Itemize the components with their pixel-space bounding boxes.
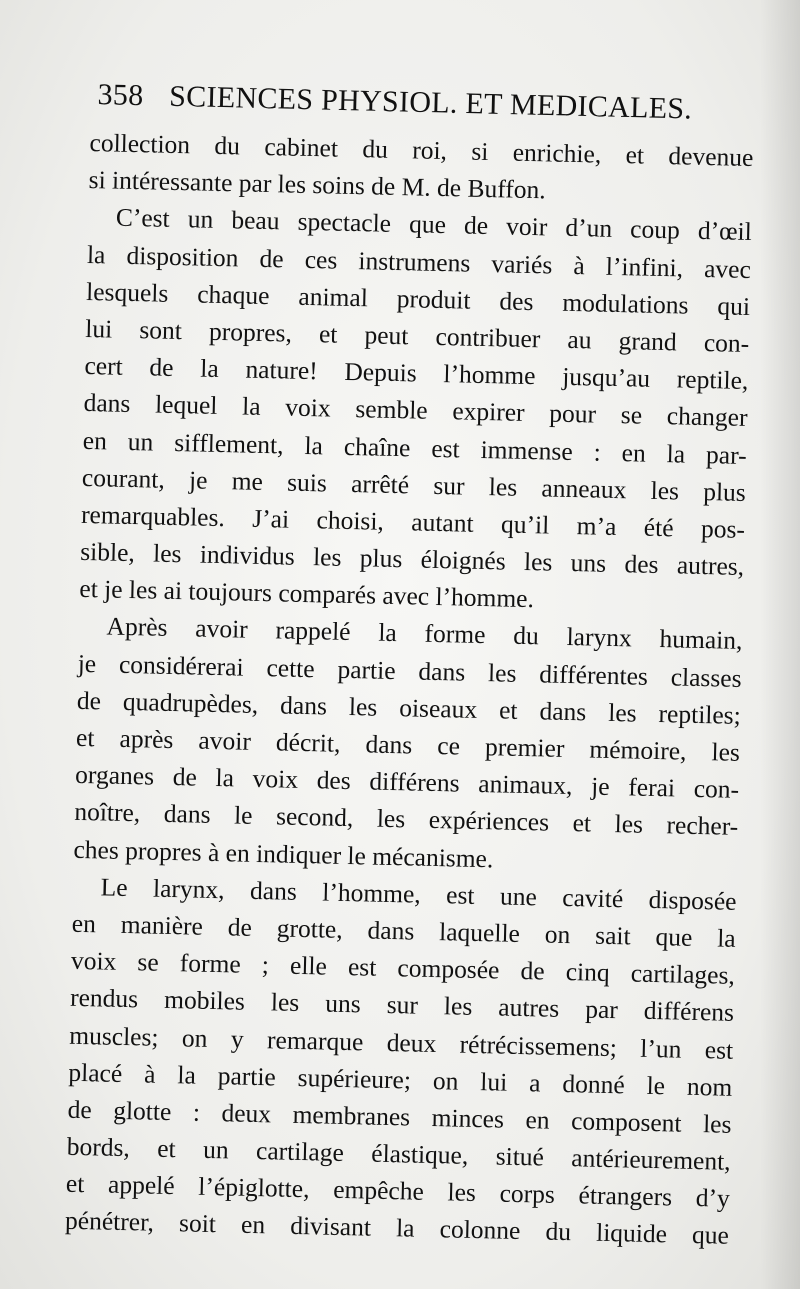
text-line: en manière de grotte, dans laquelle on sait que la: [71, 908, 737, 953]
text-line: remarquables. J’ai choisi, autant qu’il m’a été pos-: [80, 499, 746, 544]
text-line: dans lequel la voix semble expirer pour se changer: [83, 388, 748, 433]
text-line: muscles; on y remarque deux rétrécissemens; l’un est: [69, 1020, 734, 1065]
text-line: si intéressante par les soins de M. de Buffon.: [88, 165, 546, 205]
text-line: rendus mobiles les uns sur les autres par différens: [69, 983, 735, 1028]
text-line: sible, les individus les plus éloignés les uns des autres,: [79, 536, 745, 582]
text-line: organes de la voix des différens animaux, je ferai con-: [74, 760, 740, 805]
text-line: collection du cabinet du roi, si enrichie, et devenue: [89, 127, 754, 173]
text-line: noître, dans le second, les expériences et les recher-: [74, 797, 739, 842]
text-line: la disposition de ces instrumens variés à l’infini, avec: [86, 239, 752, 284]
text-line: pénétrer, soit en divisant la colonne du liquide que: [64, 1206, 730, 1251]
text-line: lesquels chaque animal produit des modulations qui: [85, 276, 751, 321]
text-line: courant, je me suis arrêté sur les anneaux les plus: [81, 462, 747, 507]
text-line: et appelé l’épiglotte, empêche les corps étrangers d’y: [65, 1168, 731, 1214]
text-line: voix se forme ; elle est composée de cinq cartilages,: [70, 945, 736, 990]
text-line: bords, et un cartilage élastique, situé antérieurement,: [66, 1131, 731, 1176]
page-number: 358: [97, 78, 144, 113]
text-line: de quadrupèdes, dans les oiseaux et dans les reptiles;: [76, 685, 742, 730]
text-line: en un sifflement, la chaîne est immense : en la par-: [82, 425, 747, 470]
body-text: [65, 124, 754, 1254]
text-line: cert de la nature! Depuis l’homme jusqu’au reptile,: [84, 351, 749, 396]
text-line: placé à la partie supérieure; on lui a donné le nom: [68, 1057, 733, 1102]
text-line: et je les ai toujours comparés avec l’homme.: [79, 574, 535, 614]
text-line: ches propres à en indiquer le mécanisme.: [73, 834, 494, 873]
running-head: SCIENCES PHYSIOL. ET MEDICALES.: [168, 79, 693, 126]
paragraph-start-line: Après avoir rappelé la forme du larynx humain,: [106, 611, 743, 656]
text-line: lui sont propres, et peut contribuer au grand con-: [85, 313, 750, 358]
text-line: de glotte : deux membranes minces en composent les: [67, 1094, 732, 1139]
paragraph-start-line: C’est un beau spectacle que de voir d’un coup d’œil: [115, 202, 753, 247]
text-line: et après avoir décrit, dans ce premier mémoire, les: [75, 722, 741, 767]
page-edge-shadow: [760, 0, 800, 1289]
paragraph-start-line: Le larynx, dans l’homme, est une cavité disposée: [100, 872, 737, 916]
text-line: je considérerai cette partie dans les différentes classes: [77, 648, 742, 693]
